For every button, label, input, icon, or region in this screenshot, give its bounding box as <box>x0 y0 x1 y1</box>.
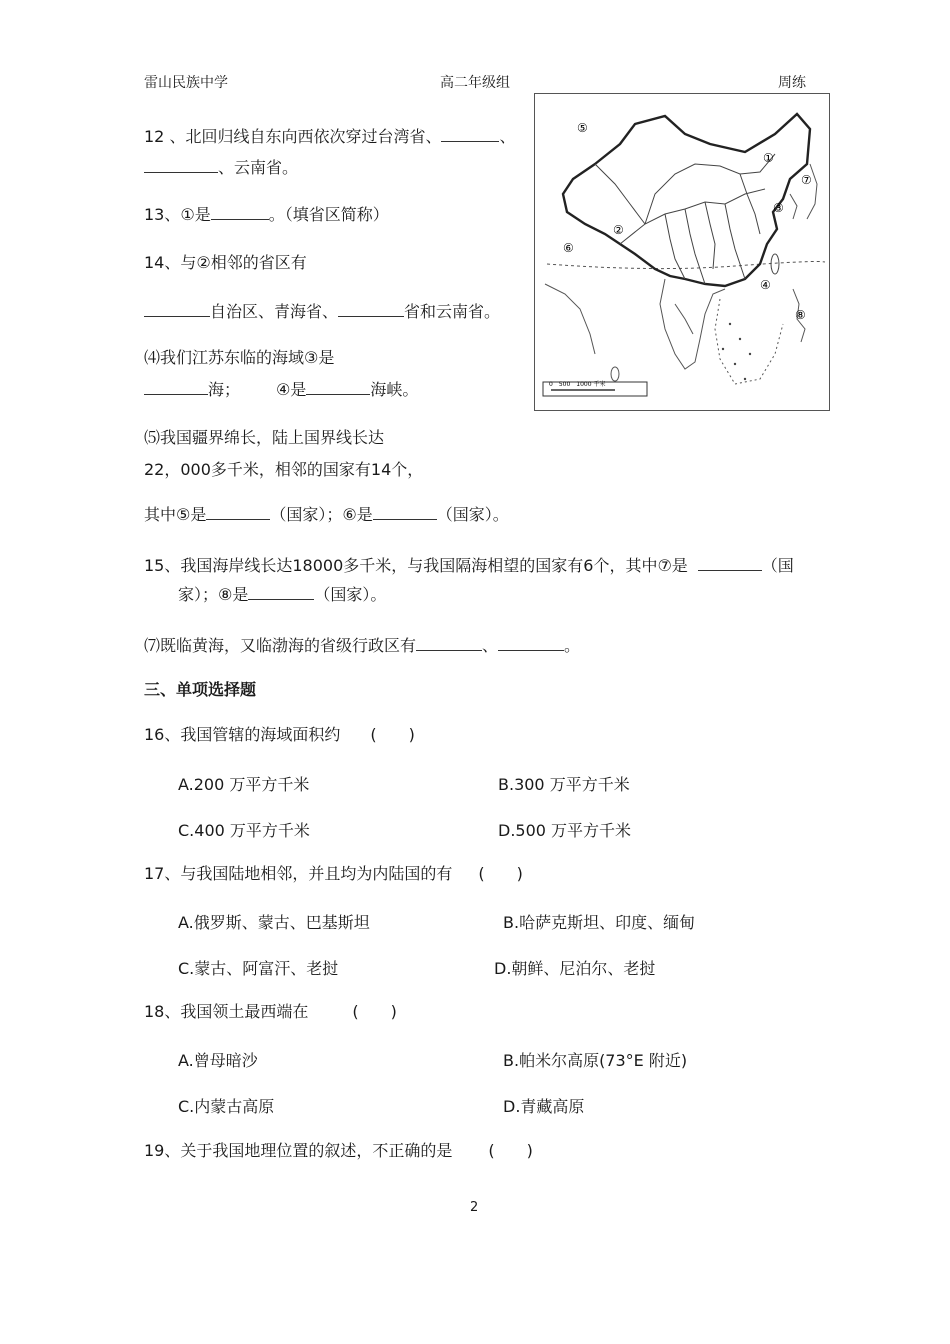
q14-5-line1 <box>144 428 384 448</box>
q16-stem: 16、我国管辖的海域面积约 <box>144 725 341 744</box>
q14-4-text-c: ④是 <box>276 380 307 399</box>
q14-line1 <box>144 253 307 273</box>
q15-7-text-b: 、 <box>482 636 499 655</box>
china-map-drawing <box>535 94 829 410</box>
q14-5-text-c: 其中⑤是 <box>144 505 207 524</box>
q18-stem-row <box>144 1002 397 1022</box>
q14-5-text-d: （国家）；⑥是 <box>270 505 373 524</box>
q14-4-line1 <box>144 348 334 368</box>
q15-blank-1[interactable] <box>698 556 762 571</box>
q14-4-text-d: 海峡。 <box>370 380 419 399</box>
q14-blank-2[interactable] <box>338 302 404 317</box>
q15-text-c: 家）；⑧是 <box>178 585 249 604</box>
map-label-2: ② <box>613 223 624 237</box>
china-map-figure <box>534 93 830 411</box>
q16-answer-paren[interactable]: ( ) <box>370 725 415 744</box>
q14-4-blank-1[interactable] <box>144 380 208 395</box>
q14-5-blank-1[interactable] <box>206 505 270 520</box>
q14-line2 <box>144 302 500 322</box>
q14-5-text-b: 22，000多千米，相邻的国家有14个， <box>144 460 424 479</box>
q14-5-line3 <box>144 505 509 525</box>
map-label-4: ④ <box>760 278 771 292</box>
header-type: 周练 <box>778 75 806 91</box>
q12-text-b: 、 <box>499 127 516 146</box>
header-grade: 高二年级组 <box>440 75 510 91</box>
q14-text-a: 14、与②相邻的省区有 <box>144 253 307 272</box>
q12-blank-1[interactable] <box>441 127 499 142</box>
section-3-title: 三、单项选择题 <box>144 680 257 699</box>
map-label-5: ⑤ <box>577 121 588 135</box>
q15-line2 <box>178 585 386 605</box>
q19-stem: 19、关于我国地理位置的叙述，不正确的是 <box>144 1141 453 1160</box>
q18-option-d[interactable]: D.青藏高原 <box>503 1097 585 1116</box>
map-label-3: ③ <box>773 201 784 215</box>
q15-text-d: （国家）。 <box>314 585 387 604</box>
q16-option-d[interactable]: D.500 万平方千米 <box>498 821 632 840</box>
q14-5-blank-2[interactable] <box>373 505 437 520</box>
q16-option-a[interactable]: A.200 万平方千米 <box>178 775 310 794</box>
q15-blank-2[interactable] <box>248 585 314 600</box>
q17-option-d[interactable]: D.朝鲜、尼泊尔、老挝 <box>494 959 656 978</box>
q16-option-b[interactable]: B.300 万平方千米 <box>498 775 630 794</box>
q16-option-c[interactable]: C.400 万平方千米 <box>178 821 310 840</box>
header-school: 雷山民族中学 <box>144 75 228 91</box>
q17-option-b[interactable]: B.哈萨克斯坦、印度、缅甸 <box>503 913 696 932</box>
q13-blank[interactable] <box>211 205 269 220</box>
q13-text-b: 。（填省区简称） <box>268 205 389 224</box>
q15-7-blank-1[interactable] <box>416 636 482 651</box>
q15-line1 <box>144 556 794 576</box>
q17-option-c[interactable]: C.蒙古、阿富汗、老挝 <box>178 959 339 978</box>
map-label-7: ⑦ <box>801 173 812 187</box>
q17-answer-paren[interactable]: ( ) <box>478 864 523 883</box>
q14-5-line2 <box>144 460 423 480</box>
q12-text-a: 12 、北回归线自东向西依次穿过台湾省、 <box>144 127 442 146</box>
q12-text-c: 、云南省。 <box>218 158 299 177</box>
q15-7-text-a: ⑺既临黄海，又临渤海的省级行政区有 <box>144 636 417 655</box>
q17-option-a[interactable]: A.俄罗斯、蒙古、巴基斯坦 <box>178 913 370 932</box>
q15-text-a: 15、我国海岸线长达18000多千米，与我国隔海相望的国家有6个，其中⑦是 <box>144 556 688 575</box>
q18-option-a[interactable]: A.曾母暗沙 <box>178 1051 258 1070</box>
q16-stem-row <box>144 725 415 745</box>
q12-blank-2[interactable] <box>144 158 218 173</box>
q13-line <box>144 205 389 225</box>
q15-7-blank-2[interactable] <box>498 636 564 651</box>
q14-text-c: 省和云南省。 <box>404 302 501 321</box>
map-label-8: ⑧ <box>795 308 806 322</box>
q18-answer-paren[interactable]: ( ) <box>352 1002 397 1021</box>
q15-text-b: （国 <box>761 556 794 575</box>
q14-5-text-a: ⑸我国疆界绵长，陆上国界线长达 <box>144 428 385 447</box>
q18-option-c[interactable]: C.内蒙古高原 <box>178 1097 275 1116</box>
q14-5-text-e: （国家）。 <box>436 505 509 524</box>
map-label-6: ⑥ <box>563 241 574 255</box>
q17-stem-row <box>144 864 523 884</box>
q18-stem: 18、我国领土最西端在 <box>144 1002 309 1021</box>
map-label-1: ① <box>763 151 774 165</box>
q17-stem: 17、与我国陆地相邻，并且均为内陆国的有 <box>144 864 453 883</box>
q14-4-text-b: 海； <box>208 380 241 399</box>
q18-option-b[interactable]: B.帕米尔高原(73°E 附近) <box>503 1051 688 1070</box>
page-number: 2 <box>470 1200 479 1215</box>
q19-stem-row <box>144 1141 533 1161</box>
q19-answer-paren[interactable]: ( ) <box>488 1141 533 1160</box>
q13-text-a: 13、①是 <box>144 205 211 224</box>
q12-line2 <box>144 158 298 178</box>
q14-text-b: 自治区、青海省、 <box>210 302 339 321</box>
q14-4-blank-2[interactable] <box>306 380 370 395</box>
q15-7-line <box>144 636 580 656</box>
q12-line1 <box>144 127 515 147</box>
q14-4-line2 <box>144 380 418 400</box>
q14-4-text-a: ⑷我们江苏东临的海域③是 <box>144 348 335 367</box>
q14-blank-1[interactable] <box>144 302 210 317</box>
map-scale-label: 0 500 1000 千米 <box>549 381 606 388</box>
q15-7-text-c: 。 <box>564 636 581 655</box>
